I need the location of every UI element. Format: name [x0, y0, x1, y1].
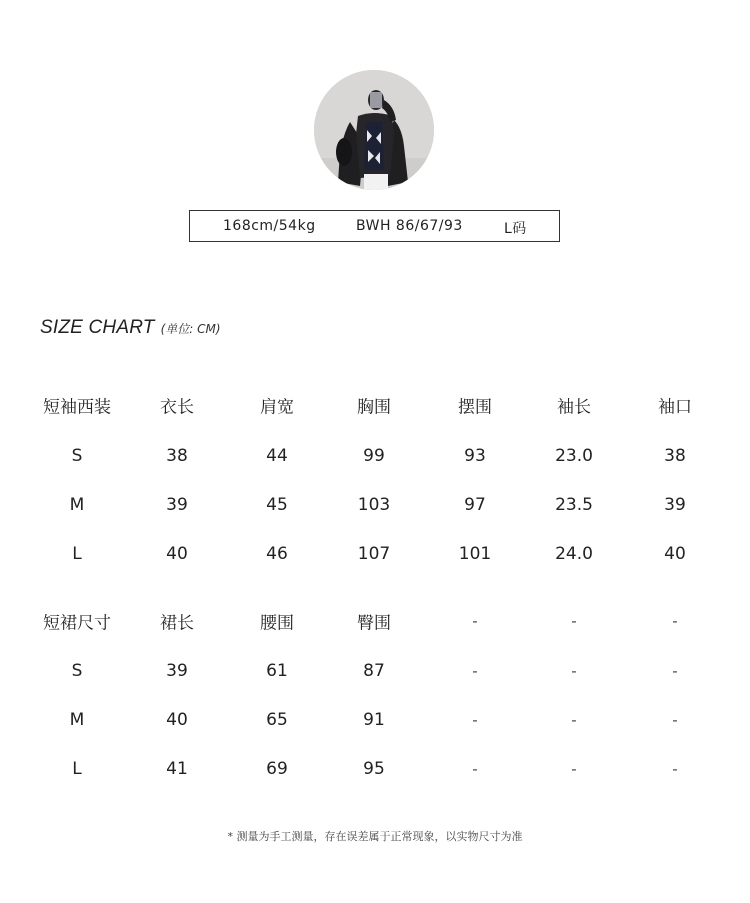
measurement-footnote: * 测量为手工测量，存在误差属于正常现象，以实物尺寸为准 — [227, 830, 523, 843]
table-header-cell: 短裙尺寸 — [43, 613, 111, 634]
table-cell: - — [472, 662, 478, 680]
size-label-cell: L — [72, 759, 82, 779]
table-header-cell: - — [672, 612, 678, 630]
table-cell: 99 — [363, 446, 385, 466]
table-cell: - — [672, 760, 678, 778]
table-header-cell: 摆围 — [458, 397, 492, 418]
model-info-box — [189, 210, 560, 242]
table-cell: 44 — [266, 446, 288, 466]
table-header-cell: 袖长 — [557, 397, 591, 418]
table-header-cell: 裙长 — [160, 613, 194, 634]
table-cell: 24.0 — [555, 544, 593, 564]
size-label-cell: M — [69, 710, 85, 730]
table-cell: 40 — [166, 710, 188, 730]
model-bwh: BWH 86/67/93 — [356, 218, 463, 234]
size-label-cell: S — [71, 446, 83, 466]
table-cell: 39 — [166, 661, 188, 681]
table-cell: 87 — [363, 661, 385, 681]
table-cell: 39 — [166, 495, 188, 515]
table-cell: 103 — [357, 495, 391, 515]
table-cell: - — [571, 711, 577, 729]
table-cell: 40 — [166, 544, 188, 564]
table-cell: 97 — [464, 495, 486, 515]
size-chart-heading — [40, 317, 221, 339]
table-header-cell: 胸围 — [357, 397, 391, 418]
table-cell: - — [672, 711, 678, 729]
table-cell: 65 — [266, 710, 288, 730]
table-cell: 23.0 — [555, 446, 593, 466]
size-chart-title: SIZE CHART — [40, 317, 155, 338]
table-cell: 38 — [664, 446, 686, 466]
table-cell: 61 — [266, 661, 288, 681]
size-label-cell: L — [72, 544, 82, 564]
table-header-cell: 衣长 — [160, 397, 194, 418]
model-photo — [314, 70, 434, 190]
table-cell: 45 — [266, 495, 288, 515]
size-label-cell: S — [71, 661, 83, 681]
table-header-cell: - — [571, 612, 577, 630]
table-cell: 107 — [357, 544, 391, 564]
table-cell: - — [571, 760, 577, 778]
model-size: L码 — [504, 221, 527, 237]
table-cell: 41 — [166, 759, 188, 779]
table-cell: - — [472, 760, 478, 778]
table-cell: 23.5 — [555, 495, 593, 515]
table-header-cell: 袖口 — [658, 397, 692, 418]
table-cell: 95 — [363, 759, 385, 779]
table-cell: 91 — [363, 710, 385, 730]
table-cell: - — [672, 662, 678, 680]
model-height-weight: 168cm/54kg — [223, 218, 316, 234]
table-cell: 40 — [664, 544, 686, 564]
table-cell: - — [571, 662, 577, 680]
table-cell: 69 — [266, 759, 288, 779]
table-header-cell: 肩宽 — [260, 397, 294, 418]
table-cell: 101 — [458, 544, 492, 564]
size-label-cell: M — [69, 495, 85, 515]
table-cell: 46 — [266, 544, 288, 564]
table-header-cell: 臀围 — [357, 613, 391, 634]
table-header-cell: 短袖西装 — [43, 397, 111, 418]
table-header-cell: - — [472, 612, 478, 630]
table-cell: 38 — [166, 446, 188, 466]
table-cell: 93 — [464, 446, 486, 466]
table-header-cell: 腰围 — [260, 613, 294, 634]
table-cell: 39 — [664, 495, 686, 515]
size-chart-unit: (单位: CM) — [160, 322, 221, 336]
table-cell: - — [472, 711, 478, 729]
model-photo-illustration — [314, 70, 434, 190]
